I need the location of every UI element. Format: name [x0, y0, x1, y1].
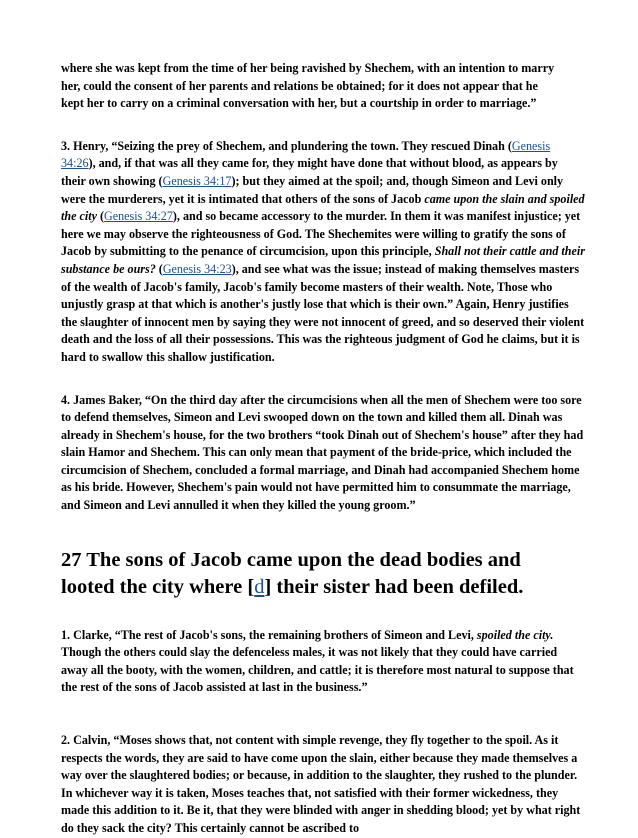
footnote-link[interactable]: d	[254, 575, 265, 598]
paragraph-baker: 4. James Baker, “On the third day after the circumcisions when all the men of Shechem were too sore to defend themselves, Simeon and Levi swooped down on the town and killed them all. Dinah was already in Shechem's house, for the two brothers “took Dinah out of Shechem's house” after they had slain Hamor and Shechem. This can only mean that payment of the bride-price, which included the circumcision of Shechem, concluded a formal marriage, and Dinah had accompanied Shechem home as his bride. However, Shechem's pain would not have permitted him to consummate the marriage, and Simeon and Levi annulled it when they killed the young groom.”	[61, 392, 584, 513]
text-run: ), and see what was the issue; instead of making themselves masters of the wealth of Jacob's family, Jacob's family become masters of their wealth. Note, Those who unjustly grasp at that which is another's justly lose that which is their own.” Again, Henry justifies the slaughter of innocent men by saying they were not innocent of greed, and so deserved their violent death and the loss of all their possessions. This was the righteous judgment of God he claims, but it is hard to swallow this shallow justification.	[61, 261, 585, 364]
verse-heading	[61, 547, 585, 601]
text-run: 1. Clarke, “The rest of Jacob's sons, the remaining brothers of Simeon and Levi,	[61, 627, 477, 642]
text-run: 3. Henry, “Seizing the prey of Shechem, and plundering the town. They rescued Dinah (	[61, 138, 512, 153]
text-run: ); but they aimed at the spoil; and, though Simeon and Levi only were the murderers, yet it is intimated that others of the sons of Jacob	[61, 173, 564, 206]
italic-run: came upon the slain and spoiled the city	[61, 191, 585, 224]
verse-line: ] their sister had been defiled.	[264, 575, 524, 598]
text-line: kept her to carry on a criminal conversation with her, but a courtship in order to marriage.”	[61, 96, 537, 111]
text-line: where she was kept from the time of her being ravished by Shechem, with an intention to marry	[61, 61, 555, 75]
text-run: (	[96, 209, 104, 224]
text-run: (	[155, 261, 163, 276]
italic-run: Shall not their cattle and their substance be ours?	[61, 244, 585, 276]
italic-run: spoiled the city.	[476, 627, 554, 642]
scripture-link[interactable]: Genesis 34:26	[61, 138, 551, 171]
verse-line: looted the city where [	[61, 575, 255, 598]
scripture-link[interactable]: Genesis 34:27	[104, 209, 173, 224]
paragraph-calvin: 2. Calvin, “Moses shows that, not content with simple revenge, they fly together to the spoil. As it respects the words, they are said to have come upon the slain, either because they made themselves a way over the slaughtered bodies; or because, in addition to the slaughter, they rushed to the plunder. In whichever way it is taken, Moses teaches that, not satisfied with their former wickedness, they made this addition to it. Be it, that they were blinded with anger in shedding blood; yet by what right do they sack the city? This certainly cannot be ascribed to	[61, 733, 581, 835]
verse-line: 27 The sons of Jacob came upon the dead bodies and	[61, 548, 521, 571]
scripture-link[interactable]: Genesis 34:17	[162, 173, 232, 188]
paragraph-continuation	[61, 60, 585, 113]
text-run: ), and so became accessory to the murder. In them it was manifest injustice; yet here we may observe the righteousness of God. The Shechemites were willing to gratify the sons of Jacob by submitting to the penance of circumcision, upon this principle,	[61, 209, 581, 259]
paragraph-clarke	[61, 627, 585, 697]
document-page	[61, 52, 585, 838]
text-line: her, could the consent of her parents and relations be obtained; for it does not appear that he	[61, 78, 538, 93]
paragraph-henry	[61, 138, 585, 367]
text-run: ), and, if that was all they came for, they might have done that without blood, as appears by their own showing (	[61, 156, 558, 188]
scripture-link[interactable]: Genesis 34:23	[162, 261, 232, 276]
text-run: Though the others could slay the defenceless males, it was not likely that they could have carried away all the booty, with the women, children, and cattle; it is therefore most natural to suppose that the rest of the sons of Jacob assisted at last in the business.”	[61, 645, 574, 695]
